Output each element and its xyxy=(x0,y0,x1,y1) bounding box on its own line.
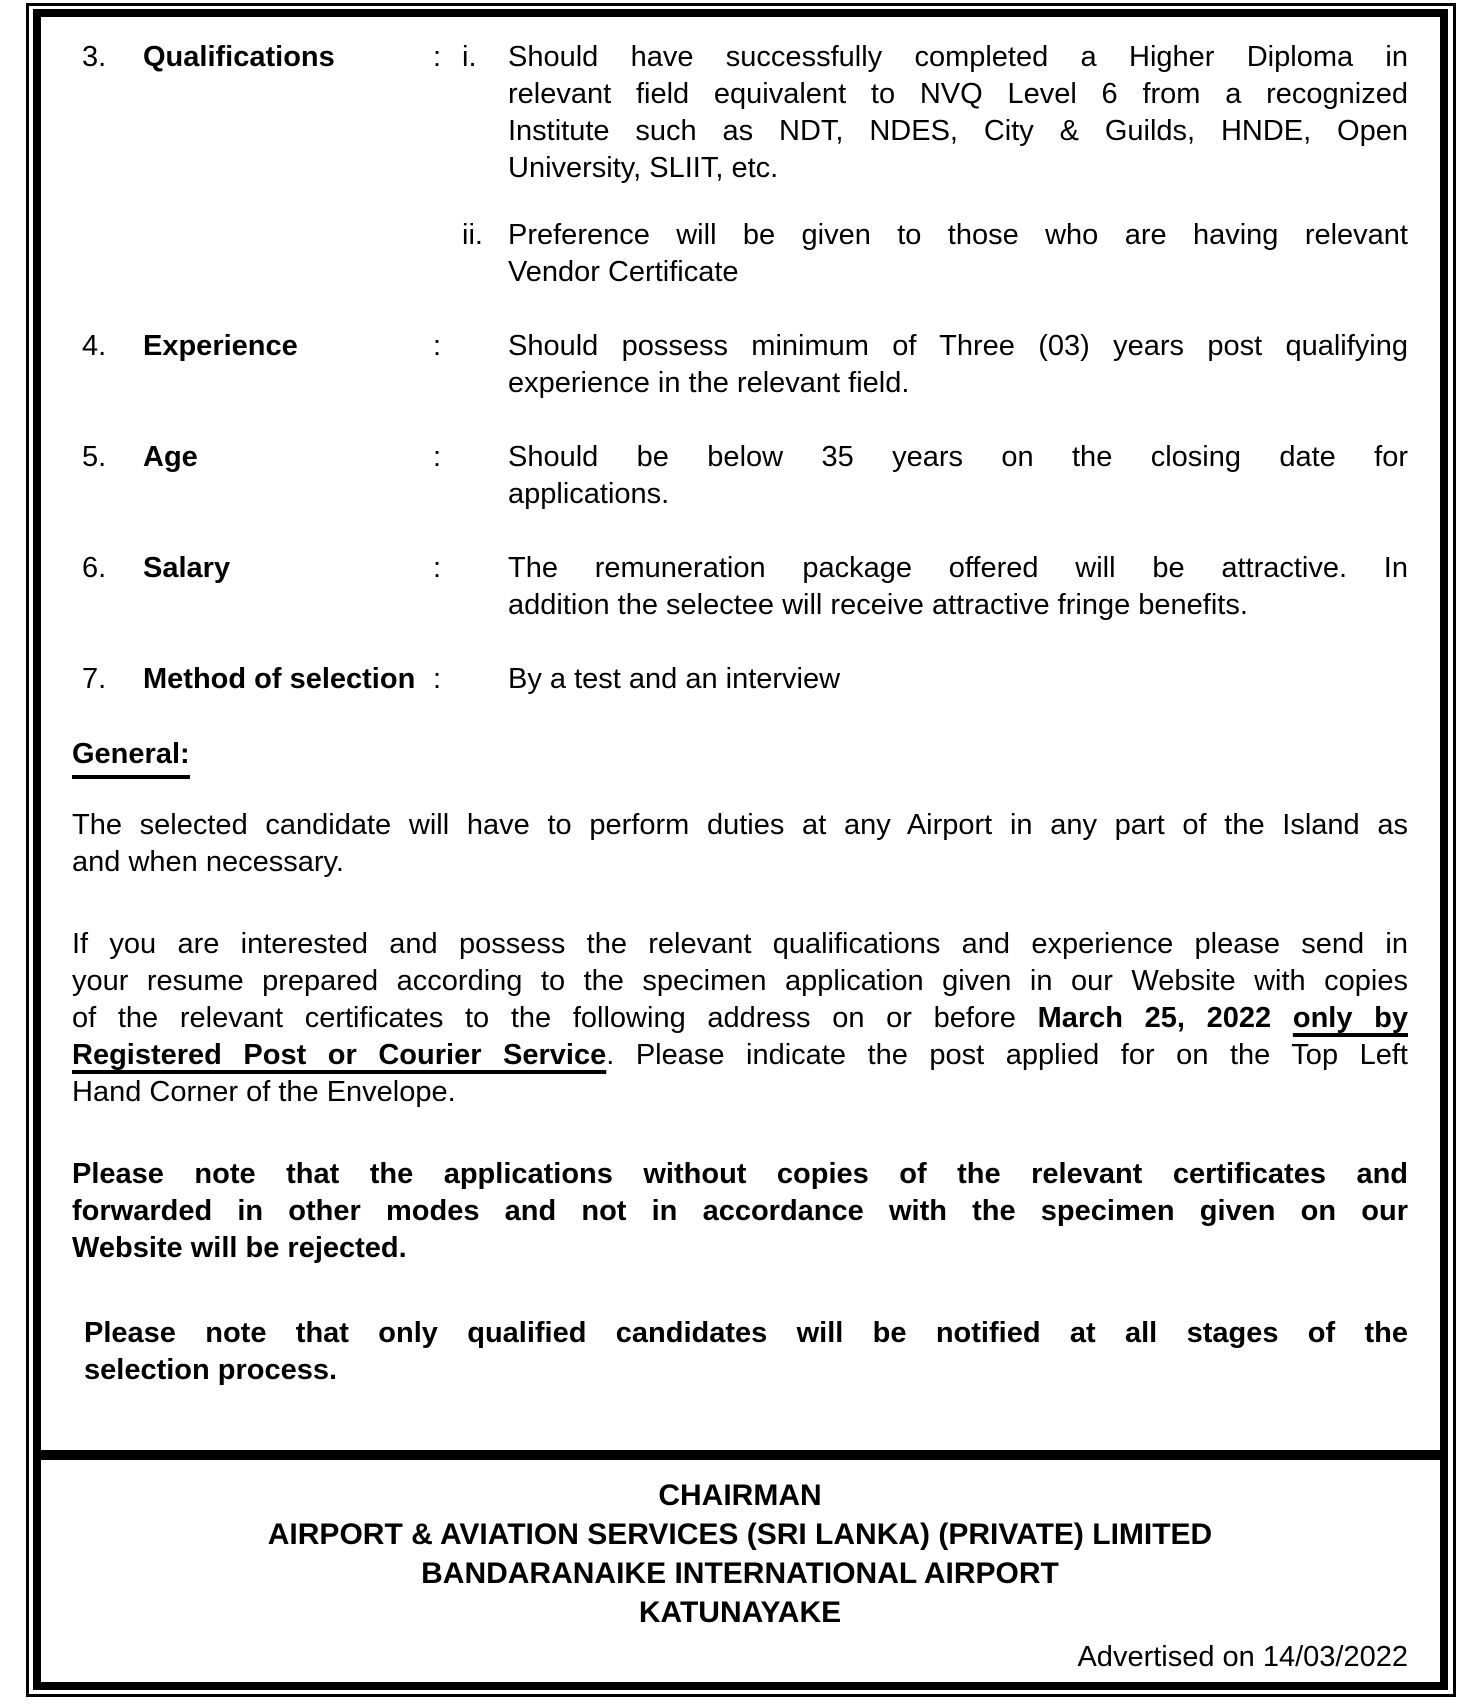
text-line: Website will be rejected. xyxy=(72,1232,407,1264)
text-line: The remuneration package offered will be attractive. In xyxy=(508,552,1408,584)
text-line: The selected candidate will have to perform duties at any Airport in any part of the Island as xyxy=(72,809,1408,841)
item-number: 3. xyxy=(82,41,107,73)
text-line: forwarded in other modes and not in accordance with the specimen given on our xyxy=(72,1195,1408,1227)
text-segment: March 25, 2022 xyxy=(1037,1002,1293,1034)
text-line xyxy=(72,1000,1408,1037)
item-row-experience xyxy=(72,328,1408,402)
subitem-marker: i. xyxy=(462,41,477,73)
text-segment: of the relevant certificates to the following address on or before xyxy=(72,1002,1038,1034)
inner-border xyxy=(33,9,1448,1690)
text-line: Should possess minimum of Three (03) years post qualifying xyxy=(508,330,1408,362)
item-number: 5. xyxy=(82,441,107,473)
item-number: 7. xyxy=(82,663,107,695)
item-row-qualifications xyxy=(72,39,1408,187)
text-line: Vendor Certificate xyxy=(508,256,739,288)
general-heading: General: xyxy=(72,736,190,779)
item-label: Qualifications xyxy=(143,41,335,73)
spacer xyxy=(462,439,508,513)
item-colon: : xyxy=(433,663,442,695)
footer-section xyxy=(41,1460,1440,1682)
paragraph-duties xyxy=(72,807,1408,881)
footer-company-name: AIRPORT & AVIATION SERVICES (SRI LANKA) (PRIVATE) LIMITED xyxy=(267,1518,1213,1551)
text-line: Institute such as NDT, NDES, City & Guilds, HNDE, Open xyxy=(508,115,1408,147)
item-text xyxy=(508,661,1408,698)
spacer xyxy=(462,550,508,624)
spacer xyxy=(433,217,462,291)
text-segment: . Please indicate the post applied for on the Top Left xyxy=(606,1039,1408,1071)
item-row-method-of-selection xyxy=(72,661,1408,698)
item-label: Salary xyxy=(143,552,231,584)
paragraph-rejection-note xyxy=(72,1156,1408,1267)
text-line: Hand Corner of the Envelope. xyxy=(72,1076,456,1108)
text-segment: only by xyxy=(1292,1002,1408,1034)
item-label: Experience xyxy=(143,330,298,362)
text-line: addition the selectee will receive attractive fringe benefits. xyxy=(508,589,1248,621)
item-label: Method of selection xyxy=(143,663,416,695)
text-line: By a test and an interview xyxy=(508,663,841,695)
item-number: 4. xyxy=(82,330,107,362)
item-text xyxy=(508,328,1408,402)
item-text xyxy=(508,39,1408,187)
text-line: experience in the relevant field. xyxy=(508,367,910,399)
item-text xyxy=(508,550,1408,624)
item-row-age xyxy=(72,439,1408,513)
item-row-qualifications-ii xyxy=(72,217,1408,291)
item-colon: : xyxy=(433,441,442,473)
text-segment: Registered Post or Courier Service xyxy=(72,1039,607,1071)
text-line: Should be below 35 years on the closing date for xyxy=(508,441,1408,473)
text-line: applications. xyxy=(508,478,670,510)
item-colon: : xyxy=(433,552,442,584)
spacer xyxy=(462,328,508,402)
text-line: Should have successfully completed a Higher Diploma in xyxy=(508,41,1408,73)
spacer xyxy=(143,217,433,291)
item-text xyxy=(508,439,1408,513)
footer-airport-name: BANDARANAIKE INTERNATIONAL AIRPORT xyxy=(421,1557,1059,1590)
text-line: If you are interested and possess the relevant qualifications and experience please send in xyxy=(72,928,1408,960)
item-colon: : xyxy=(433,330,442,362)
text-line: relevant field equivalent to NVQ Level 6 from a recognized xyxy=(508,78,1408,110)
main-section xyxy=(41,17,1440,1450)
spacer xyxy=(82,217,143,291)
item-colon: : xyxy=(433,41,442,73)
item-number: 6. xyxy=(82,552,107,584)
spacer xyxy=(462,661,508,698)
footer-location: KATUNAYAKE xyxy=(638,1596,842,1629)
section-divider xyxy=(41,1450,1440,1460)
advertised-date: Advertised on 14/03/2022 xyxy=(1077,1641,1408,1673)
text-line: your resume prepared according to the specimen application given in our Website with copies xyxy=(72,965,1408,997)
footer-chairman: CHAIRMAN xyxy=(658,1479,822,1512)
text-line: selection process. xyxy=(84,1354,338,1386)
general-heading-wrap xyxy=(72,736,1408,779)
item-text xyxy=(508,217,1408,291)
text-line: Please note that the applications without copies of the relevant certificates and xyxy=(72,1158,1408,1190)
subitem-marker: ii. xyxy=(462,219,483,251)
paragraph-notification-note xyxy=(72,1315,1408,1389)
text-line: Preference will be given to those who are having relevant xyxy=(508,219,1408,251)
text-line: and when necessary. xyxy=(72,846,344,878)
text-line: University, SLIIT, etc. xyxy=(508,152,779,184)
text-line: Please note that only qualified candidates will be notified at all stages of the xyxy=(84,1317,1408,1349)
text-line xyxy=(72,1037,1408,1074)
item-row-salary xyxy=(72,550,1408,624)
paragraph-application-instructions xyxy=(72,926,1408,1111)
item-label: Age xyxy=(143,441,198,473)
